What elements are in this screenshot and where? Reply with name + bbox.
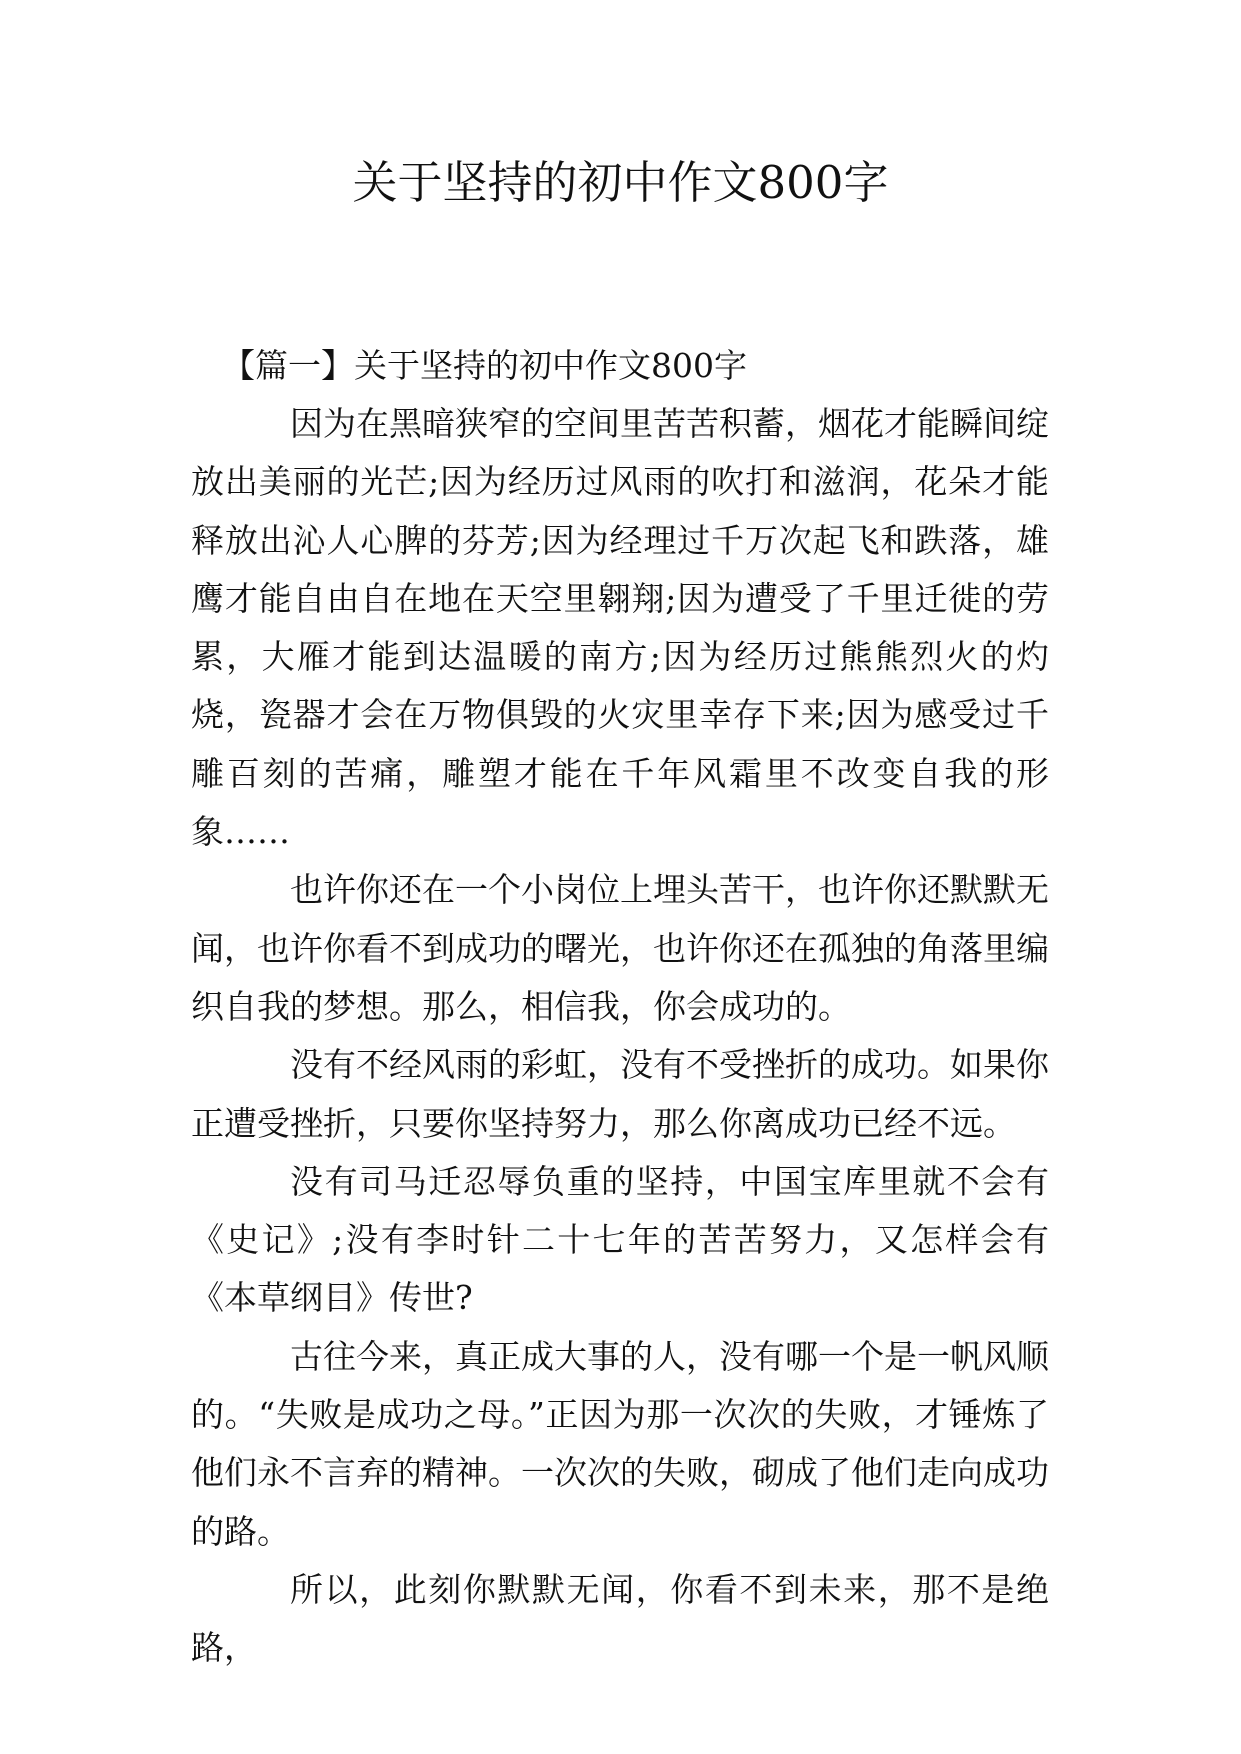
paragraph: 也许你还在一个小岗位上埋头苦干，也许你还默默无闻，也许你看不到成功的曙光，也许你还在孤独的角落里编织自我的梦想。那么，相信我，你会成功的。 [191, 870, 1049, 1026]
paragraph: 没有不经风雨的彩虹，没有不受挫折的成功。如果你正遭受挫折，只要你坚持努力，那么你离成功已经不远。 [191, 1045, 1049, 1143]
paragraph: 因为在黑暗狭窄的空间里苦苦积蓄，烟花才能瞬间绽放出美丽的光芒;因为经历过风雨的吹打和滋润，花朵才能释放出沁人心脾的芬芳;因为经理过千万次起飞和跌落，雄鹰才能自由自在地在天空里翱翔;因为遭受了千里迁徙的劳累，大雁才能到达温暖的南方;因为经历过熊熊烈火的灼烧，瓷器才会在万物俱毁的火灾里幸存下来;因为感受过千雕百刻的苦痛，雕塑才能在千年风霜里不改变自我的形象…… [191, 404, 1049, 852]
paragraph: 所以，此刻你默默无闻，你看不到未来，那不是绝路， [191, 1569, 1049, 1668]
document-body [191, 337, 1049, 1678]
paragraph: 没有司马迁忍辱负重的坚持，中国宝库里就不会有《史记》;没有李时针二十七年的苦苦努力，又怎样会有《本草纲目》传世? [191, 1161, 1049, 1318]
section-heading: 【篇一】关于坚持的初中作文800字 [222, 346, 747, 385]
paragraph: 古往今来，真正成大事的人，没有哪一个是一帆风顺的。“失败是成功之母。”正因为那一次次的失败，才锤炼了他们永不言弃的精神。一次次的失败，砌成了他们走向成功的路。 [191, 1336, 1049, 1551]
document-title: 关于坚持的初中作文800字 [352, 156, 889, 209]
